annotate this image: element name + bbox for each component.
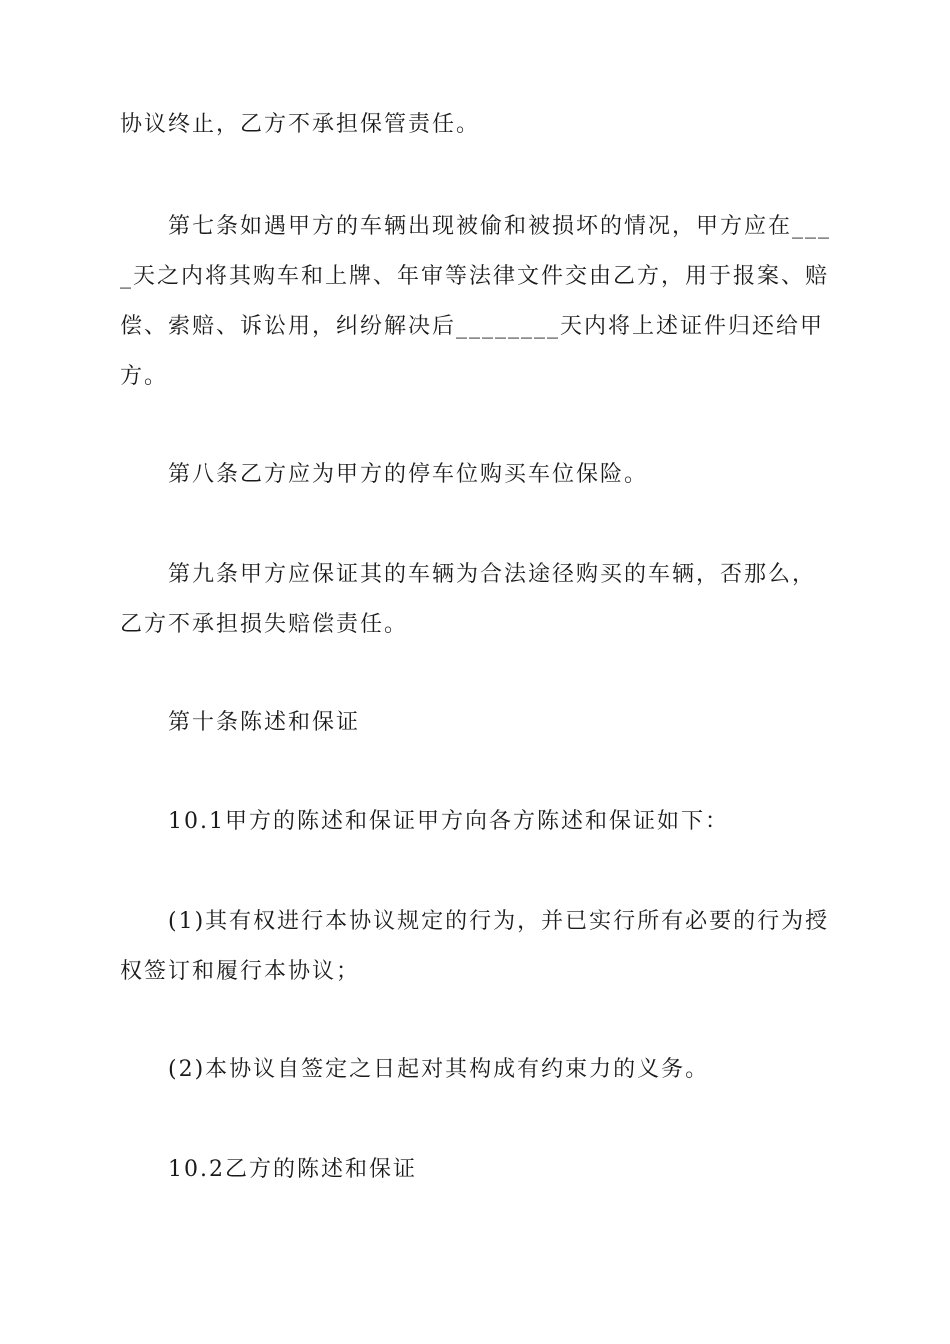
paragraph-item-2: (2)本协议自签定之日起对其构成有约束力的义务。 (168, 1057, 710, 1082)
paragraph-continuation: 协议终止，乙方不承担保管责任。 (120, 112, 481, 137)
paragraph-article-9: 第九条甲方应保证其的车辆为合法途径购买的车辆，否那么，乙方不承担损失赔偿责任。 (120, 562, 817, 637)
paragraph-article-10-heading: 第十条陈述和保证 (168, 710, 361, 735)
paragraph-article-8: 第八条乙方应为甲方的停车位购买车位保险。 (168, 462, 649, 487)
paragraph-article-7: 第七条如遇甲方的车辆出现被偷和被损坏的情况，甲方应在____天之内将其购车和上牌、年审等法律文件交由乙方，用于报案、赔偿、索赔、诉讼用，纠纷解决后________天内将上述证件归还给甲方。 (120, 214, 832, 389)
paragraph-section-10-2: 10.2乙方的陈述和保证 (168, 1157, 417, 1182)
paragraph-section-10-1: 10.1甲方的陈述和保证甲方向各方陈述和保证如下： (168, 809, 729, 834)
paragraph-item-1: (1)其有权进行本协议规定的行为，并已实行所有必要的行为授权签订和履行本协议； (120, 909, 830, 984)
